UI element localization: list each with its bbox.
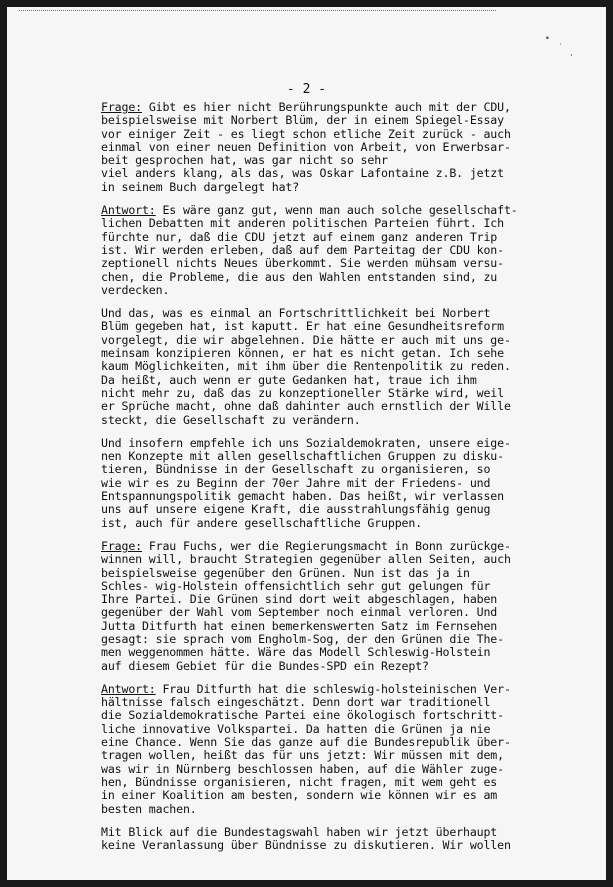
line-text: eine Chance. Wenn Sie das ganze auf die Bundesrepublik über- [101,735,511,750]
text-line [101,620,531,633]
text-line [101,114,531,127]
text-line [101,763,531,776]
text-line [101,271,531,284]
line-text: beispielsweise mit Norbert Blüm, der in einem Spiegel-Essay [101,113,504,128]
paragraph [101,101,531,194]
line-text: nicht mehr zu, daß das zu konzeptioneller Stärke wird, weil [101,385,504,400]
speaker-label: Antwort: [101,681,156,696]
line-text: meinsam konzipieren können, er hat es nicht getan. Ich sehe [101,346,504,361]
text-line [101,244,531,257]
text-line [101,374,531,387]
line-text: vor einiger Zeit - es liegt schon etliche Zeit zurück - auch [101,126,511,141]
text-line [101,414,531,427]
line-text: fürchte nur, daß die CDU jetzt auf einem ganz anderen Trip [101,229,498,244]
text-line [101,749,531,762]
text-line [101,204,531,217]
text-line [101,334,531,347]
line-text: ist, auch für andere gesellschaftliche Gruppen. [101,515,423,530]
line-text: hältnisse falsch eingeschätzt. Denn dort war traditionell [101,695,491,710]
line-text: beit gesprochen hat, was gar nicht so sehr [101,153,388,168]
line-text: Mit Blick auf die Bundestagswahl haben wir jetzt überhaupt [101,824,498,839]
text-line [101,789,531,802]
text-line [101,437,531,450]
line-text: Und insofern empfehle ich uns Sozialdemokraten, unsere eige- [101,435,511,450]
text-line [101,101,531,114]
line-text: hen, Bündnisse organisieren, nicht fragen, mit wem geht es [101,774,498,789]
line-text: zeptionell nichts Neues überkommt. Sie werden mühsam versu- [101,256,504,271]
text-line [101,320,531,333]
text-line [101,400,531,413]
line-text: steckt, die Gesellschaft zu verändern. [101,412,361,427]
text-line [101,593,531,606]
text-line [101,776,531,789]
line-text: Ihre Partei. Die Grünen sind dort weit abgeschlagen, haben [101,592,498,607]
line-text: keine Veranlassung über Bündnisse zu diskutieren. Wir wollen [101,838,511,853]
line-text: nen Konzepte mit allen gesellschaftlichen Gruppen zu disku- [101,449,504,464]
line-text: Blüm gegeben hat, ist kaputt. Er hat eine Gesundheitsreform [101,319,504,334]
line-text: uns auf unsere eigene Kraft, die ausstrahlungsfähig genug [101,502,491,517]
line-text: lichen Debatten mit anderen politischen Parteien führt. Ich [101,216,504,231]
paragraph [101,437,531,530]
text-line [101,633,531,646]
scan-corner-marks: • ˋ · [541,33,578,63]
document-page [7,7,606,880]
line-text: chen, die Probleme, die aus den Wahlen entstanden sind, zu [101,269,498,284]
text-line [101,580,531,593]
line-text: gesagt: sie sprach vom Engholm-Sog, der den Grünen die The- [101,631,504,646]
text-line [101,567,531,580]
paragraph [101,540,531,673]
line-text: verdecken. [101,282,170,297]
text-line [101,217,531,230]
speaker-label: Frage: [101,100,142,114]
text-line [101,503,531,516]
line-text: die Sozialdemokratische Partei eine ökologisch fortschritt- [101,708,504,723]
text-line [101,683,531,696]
line-text: einmal von einer neuen Definition von Arbeit, von Erwerbsar- [101,139,511,154]
text-line [101,723,531,736]
line-text: in seinem Buch dargelegt hat? [101,179,300,194]
text-line [101,181,531,194]
text-line [101,154,531,167]
text-line [101,646,531,659]
text-line [101,803,531,816]
text-line [101,660,531,673]
line-text: Schles- wig-Holstein offensichtlich sehr gut gelungen für [101,578,491,593]
text-line [101,387,531,400]
line-text: tieren, Bündnisse in der Gesellschaft zu organisieren, so [101,462,491,477]
text-line [101,284,531,297]
line-text: tragen wollen, heißt das für uns jetzt: Wir müssen mit dem, [101,748,504,763]
line-text: Frau Ditfurth hat die schleswig-holsteinischen Ver- [155,681,511,696]
line-text: besten machen. [101,801,197,816]
scan-edge-line [19,10,496,21]
text-line [101,450,531,463]
text-line [101,696,531,709]
line-text: Frau Fuchs, wer die Regierungsmacht in Bonn zurückge- [141,538,511,553]
line-text: Entspannungspolitik gemacht haben. Das heißt, wir verlassen [101,489,504,504]
line-text: er Sprüche macht, ohne daß dahinter auch ernstlich der Wille [101,399,511,414]
text-line [101,839,531,852]
text-line [101,307,531,320]
page-number: - 2 - [286,82,327,97]
speaker-label: Antwort: [101,203,156,218]
line-text: Und das, was es einmal an Fortschrittlichkeit bei Norbert [101,306,491,321]
text-line [101,606,531,619]
line-text: viel anders klang, als das, was Oskar Lafontaine z.B. jetzt [101,166,504,181]
line-text: Es wäre ganz gut, wenn man auch solche gesellschaft- [155,203,518,218]
line-text: men weggenommen hätte. Wäre das Modell Schleswig-Holstein [101,645,491,660]
body-text [101,101,531,862]
text-line [101,167,531,180]
text-line [101,736,531,749]
text-line [101,128,531,141]
paragraph [101,826,531,853]
line-text: winnen will, braucht Strategien gegenüber allen Seiten, auch [101,552,511,567]
line-text: kaum Möglichkeiten, mit ihm über die Rentenpolitik zu reden. [101,359,511,374]
text-line [101,347,531,360]
line-text: auf diesem Gebiet für die Bundes-SPD ein Rezept? [101,658,429,673]
speaker-label: Frage: [101,538,142,553]
line-text: ist. Wir werden erleben, daß auf dem Parteitag der CDU kon- [101,242,504,257]
text-line [101,517,531,530]
line-text: wie wir es zu Beginn der 70er Jahre mit der Friedens- und [101,475,491,490]
text-line [101,231,531,244]
line-text: Gibt es hier nicht Berührungspunkte auch mit der CDU, [141,100,511,114]
text-line [101,540,531,553]
line-text: was wir in Nürnberg beschlossen haben, auf die Wähler zuge- [101,761,504,776]
paragraph [101,683,531,816]
text-line [101,360,531,373]
text-line [101,141,531,154]
text-line [101,477,531,490]
text-line [101,257,531,270]
text-line [101,463,531,476]
line-text: Jutta Ditfurth hat einen bemerkenswerten Satz im Fernsehen [101,618,498,633]
line-text: beispielsweise gegenüber den Grünen. Nun ist das ja in [101,565,470,580]
text-line [101,553,531,566]
line-text: vorgelegt, die wir abgelehnen. Die hätte er auch mit uns ge- [101,332,511,347]
paragraph [101,204,531,297]
text-line [101,490,531,503]
line-text: Da heißt, auch wenn er gute Gedanken hat, traue ich ihm [101,372,477,387]
paragraph [101,307,531,427]
text-line [101,826,531,839]
line-text: liche innovative Volkspartei. Da hatten die Grünen ja nie [101,721,491,736]
line-text: gegenüber der Wahl vom September noch einmal verloren. Und [101,605,498,620]
text-line [101,709,531,722]
line-text: in einer Koalition am besten, sondern wie können wir es am [101,788,498,803]
